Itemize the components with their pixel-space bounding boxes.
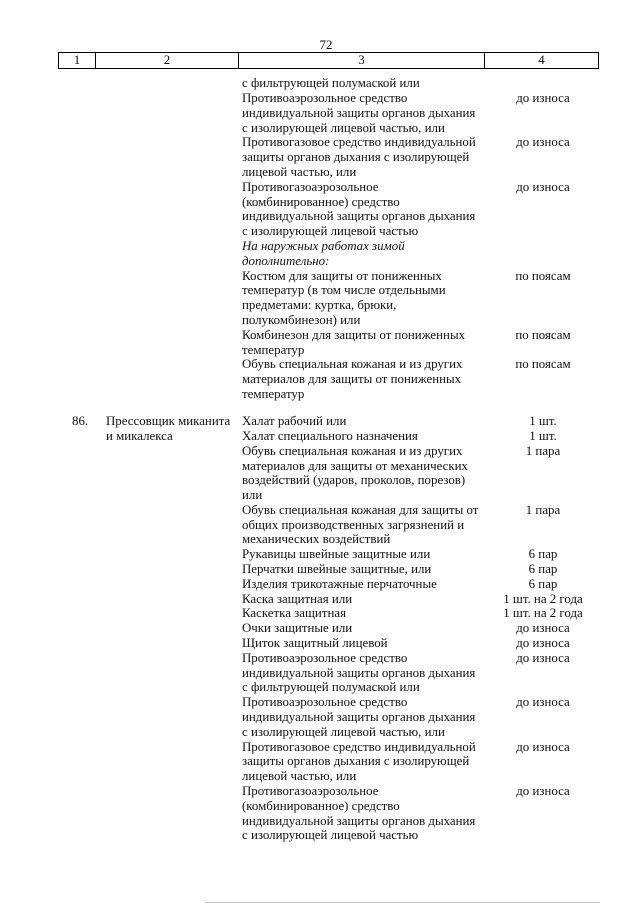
ppe-entry [238, 547, 598, 562]
issue-norm: 1 шт. на 2 года [503, 591, 583, 606]
ppe-entry [238, 577, 598, 592]
ppe-entry [238, 592, 598, 607]
issue-norm: 1 пара [525, 502, 561, 517]
ppe-line: или [242, 488, 263, 503]
ppe-line: Костюм для защиты от пониженных [242, 268, 442, 283]
ppe-line: с изолирующей лицевой частью, или [242, 724, 445, 739]
ppe-line: индивидуальной защиты органов дыхания [242, 209, 476, 224]
issue-norm: до износа [516, 695, 570, 710]
ppe-description [238, 414, 484, 429]
ppe-line: Противоаэрозольное средство [242, 695, 408, 710]
ppe-line: дополнительно: [242, 253, 330, 268]
issue-norm [484, 239, 598, 254]
ppe-line: Противоаэрозольное средство [242, 90, 408, 105]
issue-norm: 6 пар [528, 547, 558, 562]
ppe-entry [238, 636, 598, 651]
ppe-description [238, 621, 484, 636]
ppe-description [238, 695, 484, 739]
ppe-description [238, 562, 484, 577]
ppe-entry [238, 135, 598, 179]
ppe-line: с изолирующей лицевой частью [242, 828, 419, 843]
ppe-entry [238, 180, 598, 239]
issue-norm: по поясам [515, 327, 571, 342]
ppe-line: Изделия трикотажные перчаточные [242, 576, 437, 591]
ppe-entry [238, 606, 598, 621]
ppe-description [238, 592, 484, 607]
ppe-description [238, 180, 484, 239]
ppe-line: На наружных работах зимой [242, 238, 405, 253]
profession-cell [95, 414, 238, 843]
ppe-description [238, 651, 484, 695]
ppe-description [238, 444, 484, 503]
ppe-entry [238, 621, 598, 636]
ppe-entry [238, 503, 598, 547]
ppe-line: температур [242, 342, 305, 357]
ppe-line: с фильтрующей полумаской или [242, 680, 420, 695]
ppe-line: защиты органов дыхания с изолирующей [242, 754, 470, 769]
ppe-line: Каскетка защитная [242, 606, 346, 621]
ppe-line: Очки защитные или [242, 621, 353, 636]
issue-norm: по поясам [515, 357, 571, 372]
ppe-line: предметами: куртка, брюки, [242, 298, 397, 313]
ppe-entry [238, 444, 598, 503]
ppe-line: Щиток защитный лицевой [242, 636, 388, 651]
ppe-description [238, 577, 484, 592]
table-body [58, 76, 599, 843]
ppe-description [238, 503, 484, 547]
ppe-line: Перчатки швейные защитные, или [242, 562, 432, 577]
ppe-entry [238, 91, 598, 135]
ppe-description [238, 269, 484, 328]
ppe-line: полукомбинезон) или [242, 312, 361, 327]
issue-norm: 1 пара [525, 443, 561, 458]
issue-norm: до износа [516, 739, 570, 754]
ppe-line: индивидуальной защиты органов дыхания [242, 665, 476, 680]
header-col-4: 4 [484, 53, 598, 68]
issue-norm: 1 шт. [529, 414, 557, 429]
ppe-line: с фильтрующей полумаской или [242, 76, 420, 91]
ppe-line: индивидуальной защиты органов дыхания [242, 105, 476, 120]
ppe-line: Рукавицы швейные защитные или [242, 547, 431, 562]
header-col-2: 2 [95, 53, 238, 68]
row-number: 86. [72, 414, 89, 429]
ppe-line: материалов для защиты от механических [242, 458, 468, 473]
ppe-list [238, 76, 598, 402]
ppe-entry [238, 328, 598, 358]
row-number [58, 76, 95, 91]
ppe-entry [238, 784, 598, 843]
issue-norm: до износа [516, 179, 570, 194]
table-section [58, 414, 599, 843]
ppe-line: механических воздействий [242, 532, 391, 547]
ppe-line: Халат рабочий или [242, 414, 347, 429]
ppe-line: с изолирующей лицевой частью, или [242, 120, 445, 135]
scan-edge-line [205, 902, 600, 903]
profession-cell [95, 76, 238, 402]
ppe-line: защиты органов дыхания с изолирующей [242, 150, 470, 165]
ppe-description [238, 357, 484, 401]
ppe-entry [238, 269, 598, 328]
issue-norm: до износа [516, 650, 570, 665]
ppe-line: индивидуальной защиты органов дыхания [242, 813, 476, 828]
ppe-entry [238, 76, 598, 91]
issue-norm: 6 пар [528, 576, 558, 591]
ppe-line: Противогазовое средство индивидуальной [242, 739, 476, 754]
ppe-line: лицевой частью, или [242, 769, 357, 784]
ppe-entry [238, 357, 598, 401]
ppe-line: (комбинированное) средство [242, 798, 400, 813]
ppe-line: температур (в том числе отдельными [242, 283, 446, 298]
ppe-description [238, 429, 484, 444]
page-number: 72 [319, 37, 333, 52]
ppe-entry [238, 239, 598, 269]
ppe-line: материалов для защиты от пониженных [242, 372, 462, 387]
issue-norm: до износа [516, 621, 570, 636]
ppe-line: Противогазоаэрозольное [242, 179, 379, 194]
ppe-entry [238, 414, 598, 429]
issue-norm: до износа [516, 90, 570, 105]
ppe-entry [238, 695, 598, 739]
issue-norm [484, 76, 598, 91]
ppe-line: воздействий (ударов, проколов, порезов) [242, 473, 466, 488]
ppe-line: температур [242, 386, 305, 401]
ppe-line: Каска защитная или [242, 591, 353, 606]
ppe-line: Обувь специальная кожаная и из других [242, 357, 463, 372]
issue-norm: до износа [516, 135, 570, 150]
issue-norm: 1 шт. [529, 428, 557, 443]
ppe-line: Противогазовое средство индивидуальной [242, 135, 476, 150]
ppe-description [238, 784, 484, 843]
ppe-entry [238, 562, 598, 577]
ppe-description [238, 636, 484, 651]
ppe-line: (комбинированное) средство [242, 194, 400, 209]
header-col-3: 3 [238, 53, 484, 68]
ppe-list [238, 414, 598, 843]
ppe-line: индивидуальной защиты органов дыхания [242, 710, 476, 725]
ppe-line: Обувь специальная кожаная для защиты от [242, 502, 479, 517]
issue-norm: до износа [516, 636, 570, 651]
ppe-entry [238, 429, 598, 444]
ppe-description [238, 547, 484, 562]
issue-norm: до износа [516, 784, 570, 799]
profession-line: и микалекса [106, 428, 173, 443]
ppe-entry [238, 651, 598, 695]
table-header-row [58, 52, 599, 69]
header-col-1: 1 [73, 53, 81, 67]
issue-norm: 1 шт. на 2 года [503, 606, 583, 621]
ppe-line: Обувь специальная кожаная и из других [242, 443, 463, 458]
ppe-description [238, 135, 484, 179]
ppe-line: Комбинезон для защиты от пониженных [242, 327, 466, 342]
ppe-description [238, 740, 484, 784]
ppe-line: лицевой частью, или [242, 164, 357, 179]
issue-norm: по поясам [515, 268, 571, 283]
ppe-line: Халат специального назначения [242, 428, 418, 443]
ppe-description [238, 328, 484, 358]
ppe-line: Противогазоаэрозольное [242, 784, 379, 799]
ppe-description [238, 76, 484, 91]
ppe-entry [238, 740, 598, 784]
ppe-description [238, 606, 484, 621]
profession-line: Прессовщик миканита [106, 414, 231, 429]
ppe-line: Противоаэрозольное средство [242, 650, 408, 665]
ppe-line: общих производственных загрязнений и [242, 517, 465, 532]
ppe-description [238, 91, 484, 135]
section-note [238, 239, 484, 269]
ppe-line: с изолирующей лицевой частью [242, 224, 419, 239]
table-section [58, 76, 599, 402]
issue-norm: 6 пар [528, 562, 558, 577]
